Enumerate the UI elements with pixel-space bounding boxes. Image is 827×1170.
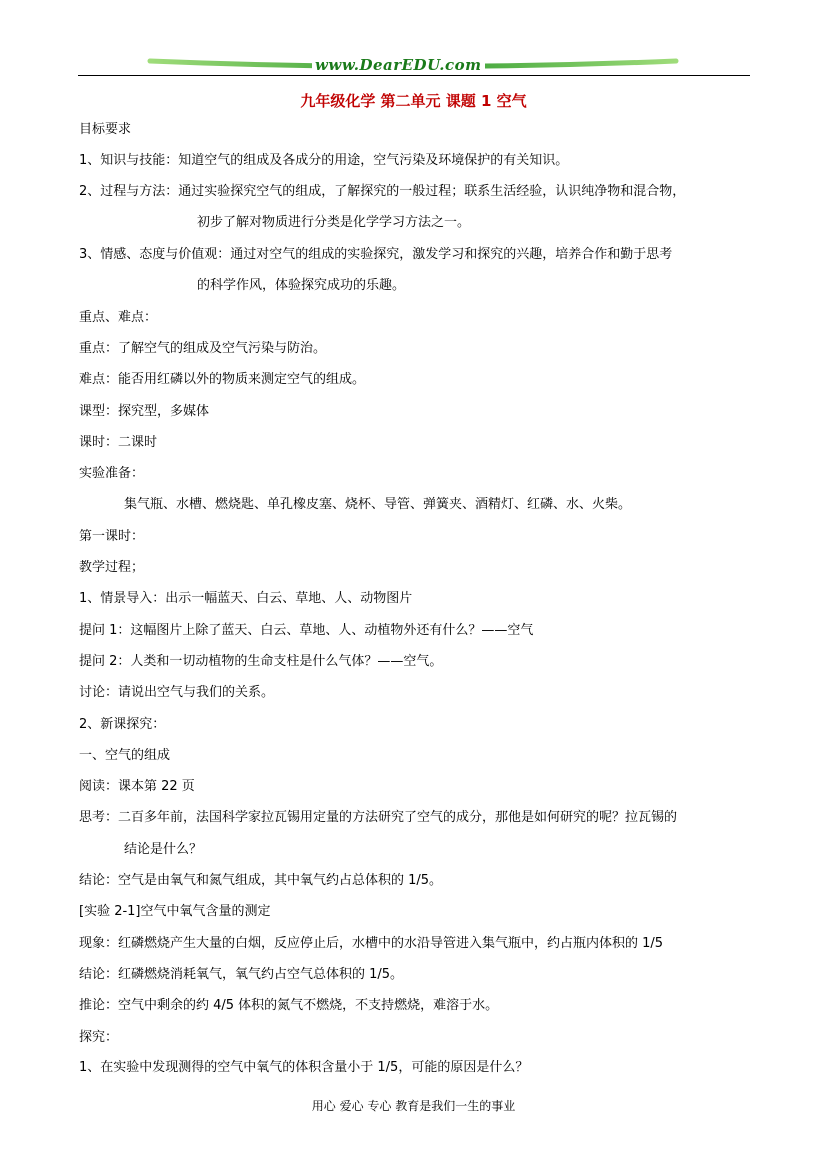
- text-line: 课时：二课时: [79, 435, 158, 450]
- text-line: 重点、难点：: [79, 310, 158, 325]
- text-line: 推论：空气中剩余的约 4/5 体积的氮气不燃烧，不支持燃烧，难溶于水。: [79, 998, 499, 1013]
- text-line: 结论：空气是由氧气和氮气组成，其中氧气约占总体积的 1/5。: [79, 873, 443, 888]
- page-header: [0, 0, 827, 80]
- text-line: 现象：红磷燃烧产生大量的白烟，反应停止后，水槽中的水沿导管进入集气瓶中，约占瓶内体积的 1/5: [79, 936, 664, 951]
- text-line: 结论是什么？: [124, 842, 203, 857]
- text-line: 一、空气的组成: [79, 748, 171, 763]
- text-line: 目标要求: [79, 122, 132, 137]
- text-line: [实验 2-1]空气中氧气含量的测定: [79, 904, 271, 919]
- text-line: 2、新课探究：: [79, 717, 166, 732]
- text-line: 思考：二百多年前，法国科学家拉瓦锡用定量的方法研究了空气的成分，那他是如何研究的呢？拉瓦锡的: [79, 810, 678, 825]
- text-line: 3、情感、态度与价值观：通过对空气的组成的实验探究，激发学习和探究的兴趣，培养合作和勤于思考: [79, 247, 673, 262]
- text-line: 结论：红磷燃烧消耗氧气，氧气约占空气总体积的 1/5。: [79, 967, 404, 982]
- text-line: 1、在实验中发现测得的空气中氧气的体积含量小于 1/5，可能的原因是什么？: [79, 1060, 529, 1075]
- text-line: 第一课时：: [79, 529, 145, 544]
- text-line: 初步了解对物质进行分类是化学学习方法之一。: [197, 215, 471, 230]
- header-divider: [78, 75, 750, 76]
- text-line: 探究：: [79, 1030, 119, 1045]
- text-line: 集气瓶、水槽、燃烧匙、单孔橡皮塞、烧杯、导管、弹簧夹、酒精灯、红磷、水、火柴。: [124, 497, 632, 512]
- text-line: 提问 1：这幅图片上除了蓝天、白云、草地、人、动植物外还有什么？——空气: [79, 623, 534, 638]
- text-line: 提问 2：人类和一切动植物的生命支柱是什么气体？——空气。: [79, 654, 443, 669]
- text-line: 1、情景导入：出示一幅蓝天、白云、草地、人、动物图片: [79, 591, 413, 606]
- page-title: 九年级化学 第二单元 课题 1 空气: [300, 92, 527, 110]
- text-line: 课型：探究型，多媒体: [79, 404, 210, 419]
- text-line: 难点：能否用红磷以外的物质来测定空气的组成。: [79, 372, 366, 387]
- text-line: 教学过程；: [79, 560, 145, 575]
- site-logo-text[interactable]: www.DearEDU.com: [312, 56, 485, 74]
- page-footer: 用心 爱心 专心 教育是我们一生的事业: [311, 1099, 516, 1113]
- text-line: 的科学作风，体验探究成功的乐趣。: [197, 278, 406, 293]
- text-line: 重点：了解空气的组成及空气污染与防治。: [79, 341, 327, 356]
- text-line: 讨论：请说出空气与我们的关系。: [79, 685, 275, 700]
- text-line: 阅读：课本第 22 页: [79, 779, 195, 794]
- text-line: 1、知识与技能：知道空气的组成及各成分的用途，空气污染及环境保护的有关知识。: [79, 153, 569, 168]
- text-line: 2、过程与方法：通过实验探究空气的组成，了解探究的一般过程；联系生活经验，认识纯净物和混合物，: [79, 184, 686, 199]
- text-line: 实验准备：: [79, 466, 145, 481]
